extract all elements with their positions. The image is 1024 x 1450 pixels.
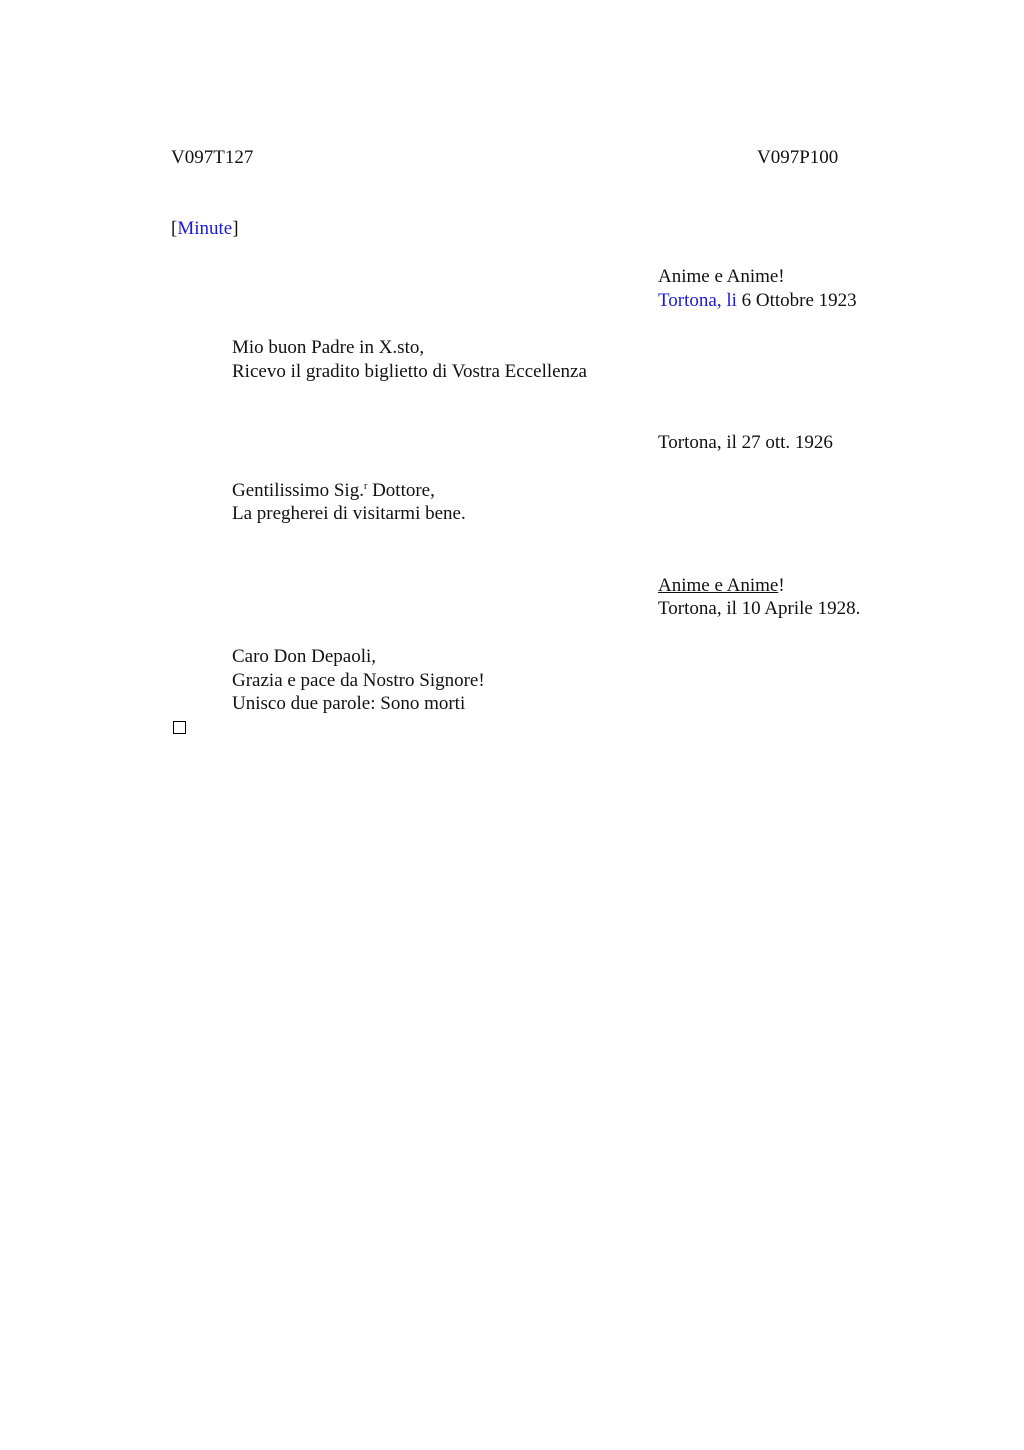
letter-1-date-rest: 6 Ottobre 1923	[736, 290, 857, 311]
document-code-right: V097P100	[757, 147, 839, 168]
letter-1-motto: Anime e Anime!	[658, 266, 785, 287]
letter-1-date-place-link[interactable]: Tortona, li	[658, 290, 737, 311]
letter-1-body-line: Ricevo il gradito biglietto di Vostra Eccellenza	[232, 361, 587, 382]
letter-3-motto-end: !	[778, 575, 785, 596]
section-label-close-bracket: ]	[232, 218, 239, 239]
document-code-left: V097T127	[171, 147, 254, 168]
minute-link[interactable]: Minute	[177, 218, 233, 239]
letter-3-motto-underlined: Anime e Anime	[658, 575, 779, 596]
letter-3-salutation: Caro Don Depaoli,	[232, 646, 377, 667]
section-label	[171, 217, 239, 241]
letter-3-motto	[658, 574, 785, 598]
letter-3-date: Tortona, il 10 Aprile 1928.	[658, 598, 861, 619]
letter-1-date	[658, 289, 857, 313]
letter-2-salutation-pre: Gentilissimo Sig.	[232, 480, 364, 501]
letter-2-salutation-sup: r	[363, 481, 368, 492]
section-label-open-bracket: [	[171, 218, 178, 239]
checkbox[interactable]	[173, 721, 186, 734]
letter-2-salutation-post: Dottore,	[367, 480, 435, 501]
letter-3-body-line: Unisco due parole: Sono morti	[232, 693, 466, 714]
letter-1-salutation: Mio buon Padre in X.sto,	[232, 337, 425, 358]
letter-2-date: Tortona, il 27 ott. 1926	[658, 432, 833, 453]
letter-3-body-line: Grazia e pace da Nostro Signore!	[232, 670, 485, 691]
letter-2-body-line: La pregherei di visitarmi bene.	[232, 503, 466, 524]
letter-2-salutation	[232, 479, 435, 503]
